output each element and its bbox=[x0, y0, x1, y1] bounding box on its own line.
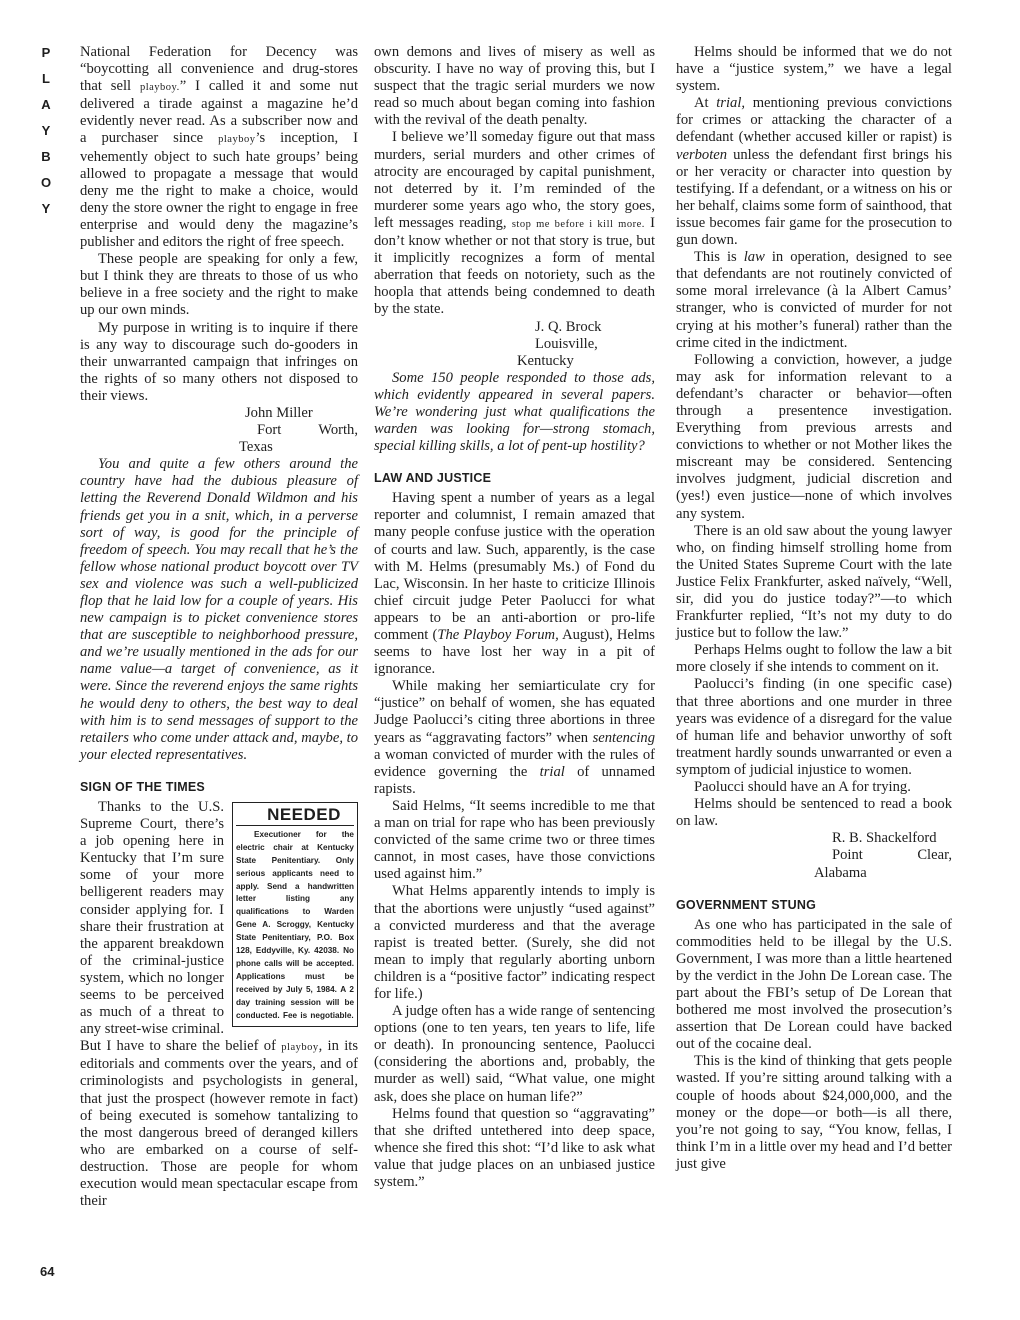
column-2 bbox=[374, 44, 655, 1191]
letter-paragraph: What Helms apparently intends to imply is that the abortions were unjustly “used against” a convicted murderess and that the average rapist is treated better. (Surely, she did not mean to imply that regularly aborting unborn children is a “positive factor” indicating respect for life.) bbox=[374, 883, 655, 1002]
letter-paragraph: Paolucci’s finding (in one specific case) that three abortions and one murder in three years was evidence of a disregard for the value of human life and behavior unworthy of soft treatment hardly sounds unwarranted or even a symptom of judicial injustice to women. bbox=[676, 676, 952, 778]
letter-paragraph: A judge often has a wide range of sentencing options (one to ten years, ten years to life, life or death). In pronouncing sentence, Paolucci (considering the abortions and, probably, the murder as well) said, “What value, one might ask, does she place on human life?” bbox=[374, 1003, 655, 1105]
signature-place: Louisville, Kentucky bbox=[517, 335, 598, 369]
editor-reply: You and quite a few others around the country have had the dubious pleasure of letting the Reverend Donald Wildmon and his friends get you in a snit, which, in a perverse sort of way, is good for the principle of freedom of speech. You may recall that he’s the fellow whose national product boycott over TV sex and violence was such a well-publicized flop that he laid low for a couple of years. His new campaign is to picket convenience stores that are susceptible to neighborhood pressure, and we’re usually mentioned in the ads for our name value—a target of convenience, as it were. Since the reverend enjoys the same rights he would deny to others, the best way to deal with him is to send messages of support to the retailers who come under attack and, maybe, to your elected representatives. bbox=[80, 456, 358, 763]
running-head-letter: B bbox=[41, 149, 51, 164]
letter-paragraph: Helms should be informed that we do not have a “justice system,” we have a legal system. bbox=[676, 44, 952, 95]
letter-paragraph: Following a conviction, however, a judge may ask for information relevant to a defendant’s character or behavior—often through a presentence investigation. Everything from previous arrests and convictions to whether or not Mother likes the miscreant may be considered. Sentencing involves judgment, judicial discretion and (yes!) even justice—none of which involves any system. bbox=[676, 351, 952, 522]
running-head-letter: Y bbox=[41, 123, 51, 138]
letter-paragraph: own demons and lives of misery as well as obscurity. I have no way of proving this, but I suspect that the tragic serial murders we now read so much about began coming into fashion with the revival of the death penalty. bbox=[374, 44, 655, 129]
editor-reply: Some 150 people responded to those ads, which evidently appeared in several papers. We’re wondering just what qualifications the warden was looking for—strong stomach, special killing skills, a lot of pent-up hostility? bbox=[374, 369, 655, 455]
running-head-letter: O bbox=[40, 175, 52, 190]
letter-paragraph: Said Helms, “It seems incredible to me that a man on trial for rape who has been previously convicted of the same crime two or three times cannot, in most cases, have those convictions used against him.” bbox=[374, 797, 655, 883]
letter-paragraph: National Federation for Decency was “boycotting all convenience and drug-stores that sell playboy.” I called it and some nut delivered a tirade against a magazine he’d evidently never read. As a subscriber now and a purchaser since playboy’s inception, I vehemently object to such hate groups’ being allowed to propagate a message that would deny me the right to make a choice, would deny the store owner the right to engage in free enterprise and would deny the magazine’s publisher and editors the right of free speech. bbox=[80, 44, 358, 251]
signature-name: John Miller bbox=[245, 404, 313, 421]
ad-body: Executioner for the electric chair at Kentucky State Penitentiary. Only serious applicants need to apply. Send a handwritten letter listing any qualifications to Warden Gene A. Scroggy, Kentucky State Penitentiary, P.O. Box 128, Eddyville, Ky. 42038. No phone calls will be accepted. Applications must be received by July 5, 1984. A 2 day training session will be conducted. Fee is negotiable. bbox=[236, 829, 354, 1020]
page-number: 64 bbox=[40, 1264, 55, 1279]
signature-name: J. Q. Brock bbox=[535, 318, 602, 335]
letter-paragraph: Perhaps Helms ought to follow the law a bit more closely if she intends to comment on it. bbox=[676, 642, 952, 676]
column-3 bbox=[676, 44, 952, 1173]
letter-paragraph: I believe we’ll someday figure out that mass murders, serial murders and other crimes of atrocity are encouraged by capital punishment, not deterred by it. I’m reminded of the murderer some years ago who, the story goes, left messages reading, stop me before i kill more. I don’t know whether or not that story is true, but it implicitly recognizes a form of mental aberration that feeds on notoriety, such as the hoopla that attends being condemned to death by the state. bbox=[374, 129, 655, 318]
letter-paragraph: Helms found that question so “aggravating” that she drifted untethered into deep space, whence she fired this shot: “I’d like to ask what value that judge places on an unbiased justice system.” bbox=[374, 1105, 655, 1190]
running-head-letter: Y bbox=[41, 201, 51, 216]
letter-paragraph: While making her semiarticulate cry for “justice” on behalf of women, she has equated Judge Paolucci’s citing three abortions in three years as “aggravating factors” when sentencing a woman convicted of murder with the rules of evidence governing the trial of unnamed rapists. bbox=[374, 678, 655, 797]
letter-paragraph: There is an old saw about the young lawyer who, on finding himself strolling home from the United States Supreme Court with the late Justice Felix Frankfurter, asked naïvely, “Well, sir, did you do justice today?”—to which Frankfurter replied, “It’s not my duty to do justice but to follow the law.” bbox=[676, 522, 952, 642]
letter-paragraph: As one who has participated in the sale of commodities held to be illegal by the U.S. Government, I was more than a little heartened by the verdict in the John De Lorean case. The part about the FBI’s setup of De Lorean that bothered me most involved the prosecution’s assertion that De Lorean could have backed out of the cocaine deal. bbox=[676, 916, 952, 1053]
letter-paragraph: Having spent a number of years as a legal reporter and columnist, I remain amazed that many people confuse justice with the operation of courts and law. Such, apparently, is the case with M. Helms (presumably Ms.) of Fond du Lac, Wisconsin. In her haste to criticize Illinois chief circuit judge Peter Paolucci for what appears to be an anti-abortion or pro-life comment (The Playboy Forum, August), Helms seems to have lost her way in a pit of ignorance. bbox=[374, 490, 655, 678]
letter-paragraph: My purpose in writing is to inquire if there is any way to discourage such do-gooders in their unwarranted campaign that infringes on the rights of so many others not disposed to their views. bbox=[80, 319, 358, 404]
letter-paragraph: These people are speaking for only a few, but I think they are threats to those of us who believe in a free society and the right to make up our own minds. bbox=[80, 251, 358, 319]
signature-name: R. B. Shackelford bbox=[832, 830, 937, 847]
running-head-letter: P bbox=[41, 45, 51, 60]
letter-paragraph: Paolucci should have an A for trying. bbox=[694, 779, 911, 796]
letter-paragraph: NEEDED Executioner for the electric chair at Kentucky State Penitentiary. Only serious applicants need to apply. Send a handwritten letter listing any qualifications to Warden Gene A. Scroggy, Kentucky State Penitentiary, P.O. Box 128, Eddyville, Ky. 42038. No phone calls will be accepted. Applications must be received by July 5, 1984. A 2 day training session will be conducted. Fee is negotiable. Thanks to the U.S. Supreme Court, there’s a job opening here in Kentucky that I’m sure some of your more belligerent readers may consider applying for. I share their frustration at the apparent breakdown of the criminal-justice system, which no longer seems to be perceived as much of a threat to any street-wise criminal. But I have to share the belief of playboy, in its editorials and comments over the years, and of criminologists and psychologists in general, that just the prospect (however remote in fact) of being executed is somehow tantalizing to the most dangerous breed of deranged killers who are embarked on a course of self-destruction. Those are people for whom execution would mean spectacular escape from their bbox=[80, 798, 359, 1210]
running-head-letter: A bbox=[41, 97, 51, 112]
running-head-letter: L bbox=[42, 71, 50, 86]
column-1 bbox=[80, 44, 358, 1210]
signature-place: Fort Worth, Texas bbox=[239, 422, 358, 456]
classified-ad bbox=[232, 802, 358, 1027]
running-head bbox=[38, 40, 54, 222]
ad-heading: NEEDED bbox=[236, 805, 354, 826]
section-heading: LAW AND JUSTICE bbox=[374, 471, 492, 486]
letter-paragraph: This is law in operation, designed to see that defendants are not routinely convicted of some moral irrelevance (à la Albert Camus’ stranger, who is convicted of murder for not crying at his mother’s funeral) rather than the crime cited in the indictment. bbox=[676, 249, 952, 351]
letter-paragraph: At trial, mentioning previous convictions for crimes or attacking the character of a defendant (whether accused killer or rapist) is verboten unless the defendant first brings his or her veracity or character into question by testifying. If a defendant, or a witness on his or her behalf, claims some form of sainthood, that issue becomes fair game for the prosecution to gun down. bbox=[676, 95, 952, 249]
letter-paragraph: This is the kind of thinking that gets people wasted. If you’re sitting around talking with a couple of hoods about $24,000,000, and the money or the dope—or both—is all there, you’re not going to say, “You know, fellas, I think I’m in a little over my head and I’d better just give bbox=[676, 1053, 952, 1172]
section-heading: SIGN OF THE TIMES bbox=[80, 779, 205, 794]
letter-paragraph: Helms should be sentenced to read a book on law. bbox=[676, 796, 952, 830]
signature-place: Point Clear, Alabama bbox=[814, 847, 952, 881]
section-heading: GOVERNMENT STUNG bbox=[676, 897, 817, 912]
